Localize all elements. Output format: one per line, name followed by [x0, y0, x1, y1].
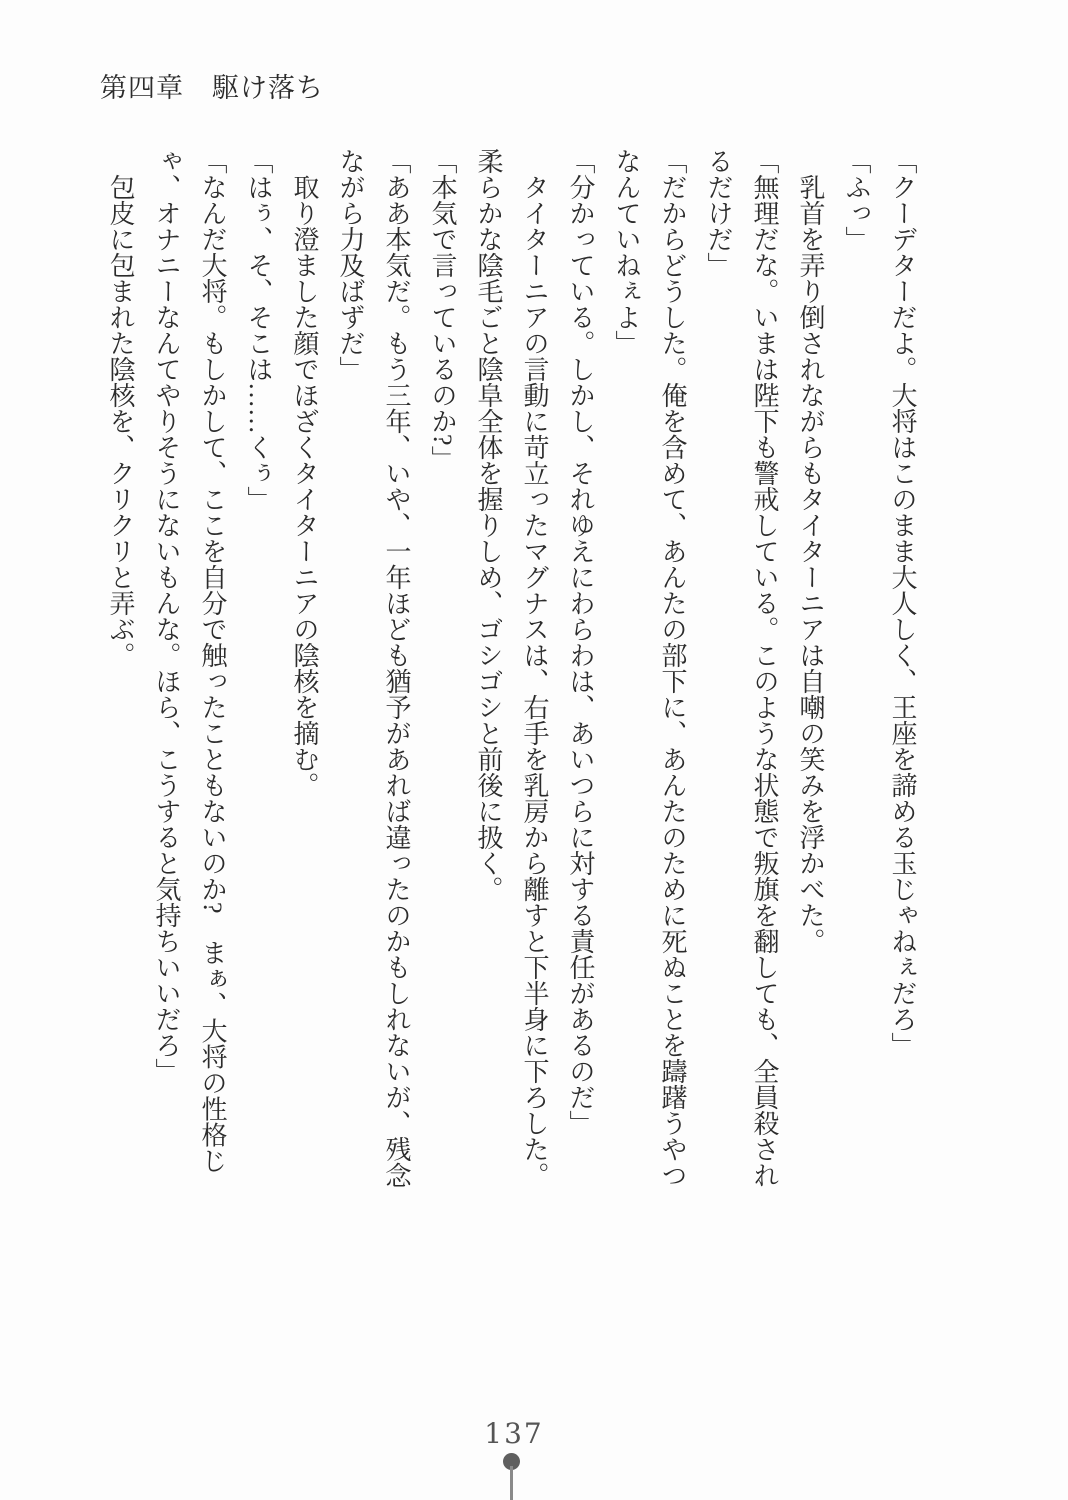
text-line: なんていねぇよ」 — [612, 148, 641, 356]
body-text — [97, 148, 925, 1190]
text-line: 「だからどうした。俺を含めて、あんたの部下に、あんたのために死ぬことを躊躇うやつ — [658, 148, 687, 1188]
text-line: タイターニアの言動に苛立ったマグナスは、右手を乳房から離すと下半身に下ろした。 — [520, 148, 549, 1188]
text-line: 「ふっ」 — [842, 148, 871, 252]
chapter-header: 第四章 駆け落ち — [100, 73, 324, 103]
text-line: 乳首を弄り倒されながらもタイターニアは自嘲の笑みを浮かべた。 — [796, 148, 825, 954]
bookmark-line — [510, 1466, 513, 1500]
text-line: 「クーデターだよ。大将はこのまま大人しく、王座を諦める玉じゃねぇだろ」 — [888, 148, 917, 1058]
text-line: 「ああ本気だ。もう三年、いや、一年ほども猶予があれば違ったのかもしれないが、残念 — [382, 148, 411, 1188]
page-number: 137 — [484, 1417, 544, 1450]
text-line: るだけだ」 — [704, 148, 733, 278]
text-line: 柔らかな陰毛ごと陰阜全体を握りしめ、ゴシゴシと前後に扱く。 — [474, 148, 503, 902]
text-line: ゃ、オナニーなんてやりそうにないもんな。ほら、こうすると気持ちいいだろ」 — [152, 148, 181, 1084]
text-line: 「なんだ大将。もしかして、ここを自分で触ったこともないのか? まぁ、大将の性格じ — [198, 148, 227, 1174]
text-line: 「無理だな。いまは陛下も警戒している。このような状態で叛旗を翻しても、全員殺され — [750, 148, 779, 1188]
text-line: ながら力及ばずだ」 — [336, 148, 365, 382]
text-line: 包皮に包まれた陰核を、クリクリと弄ぶ。 — [106, 148, 135, 668]
text-line: 「本気で言っているのか?」 — [428, 148, 457, 472]
text-line: 「はぅ、そ、そこは……くぅ」 — [244, 148, 273, 512]
text-line: 「分かっている。しかし、それゆえにわらわは、あいつらに対する責任があるのだ」 — [566, 148, 595, 1136]
text-line: 取り澄ました顔でほざくタイターニアの陰核を摘む。 — [290, 148, 319, 798]
